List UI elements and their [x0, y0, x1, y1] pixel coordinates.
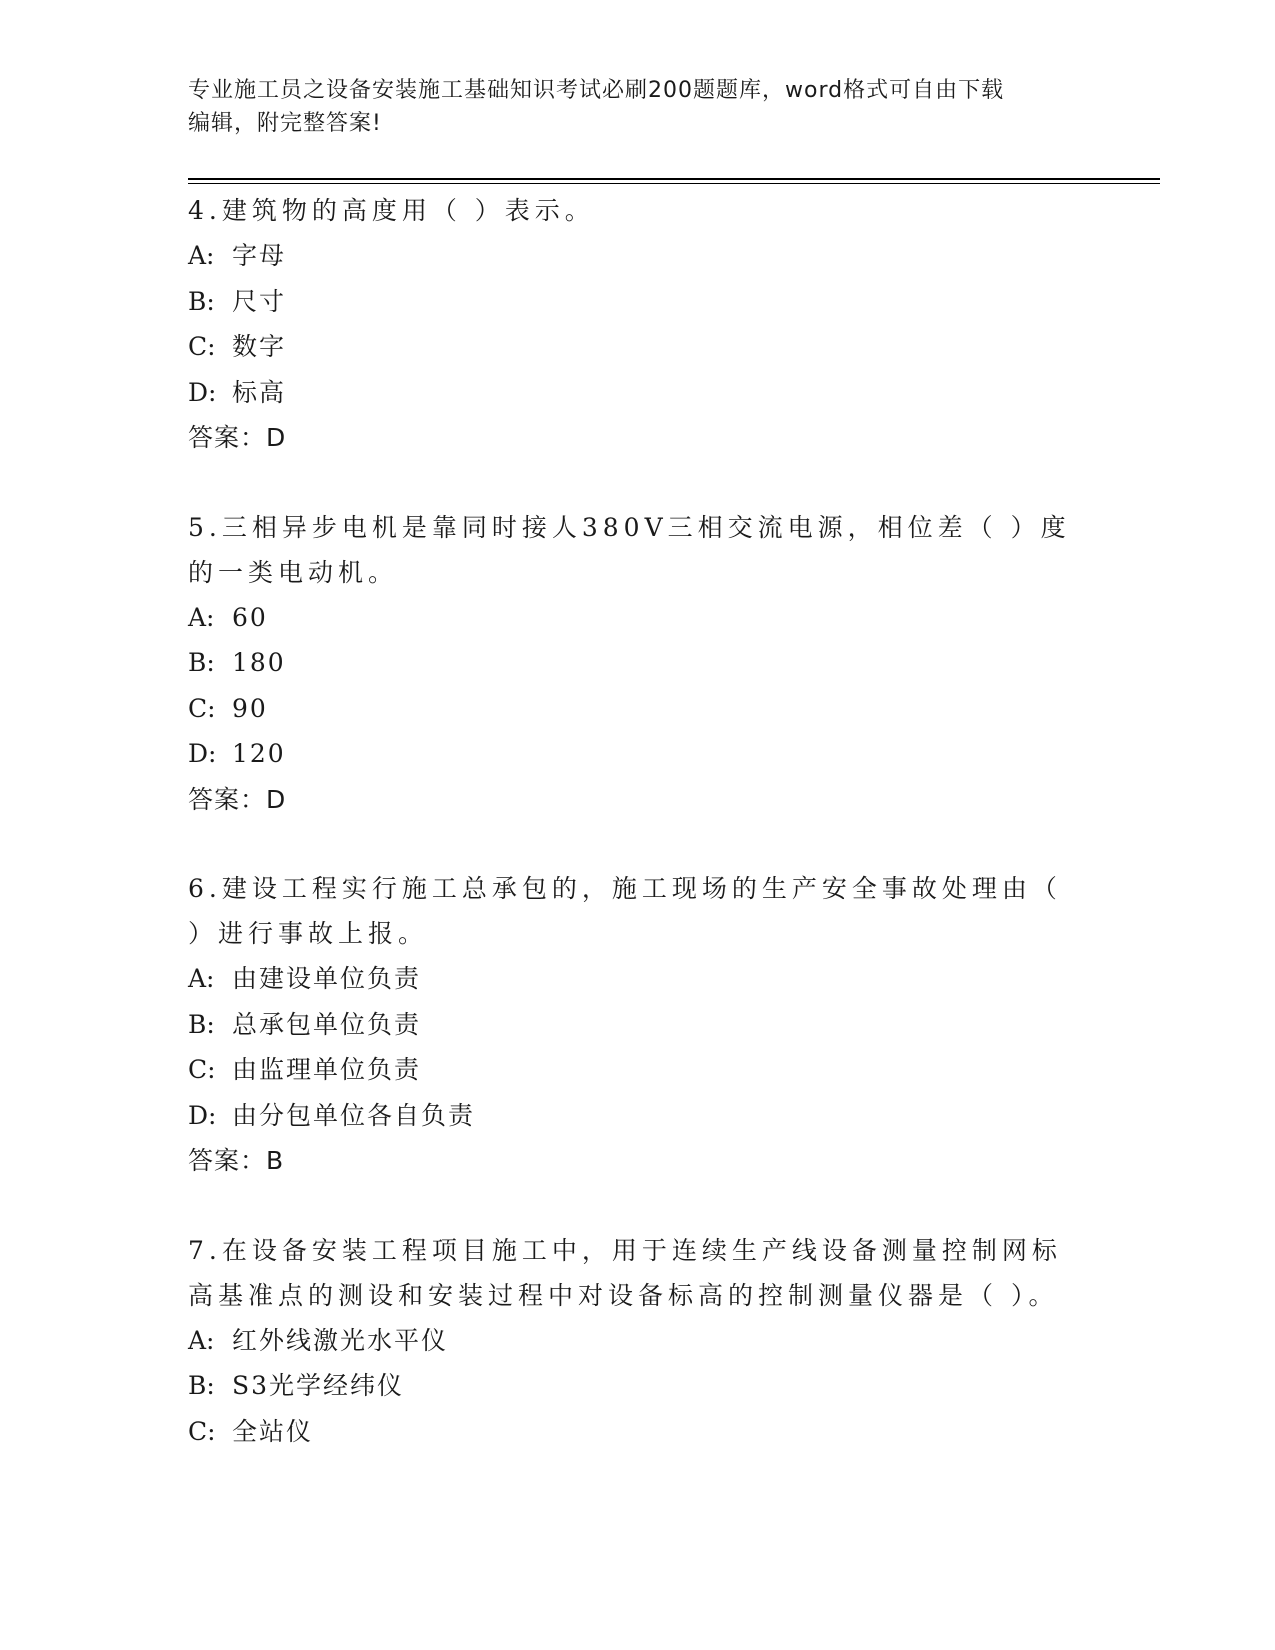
question-number: 6.	[188, 874, 222, 903]
question-4	[188, 188, 1078, 461]
option-label: D:	[188, 739, 217, 768]
option-text: 数字	[232, 332, 287, 361]
option-c	[188, 686, 1078, 732]
option-a	[188, 595, 1078, 641]
option-text: 90	[232, 693, 268, 723]
option-label: C:	[188, 332, 216, 361]
question-number: 5.	[188, 512, 222, 542]
option-text: 120	[232, 739, 286, 768]
option-label: B:	[188, 1371, 215, 1400]
header-divider-thick	[188, 178, 1160, 180]
option-d	[188, 1093, 1078, 1139]
document-header	[188, 74, 1068, 140]
option-label: C:	[188, 693, 216, 723]
option-c	[188, 1409, 1078, 1455]
answer-line: 答案：D	[188, 784, 287, 814]
header-title-line-1: 专业施工员之设备安装施工基础知识考试必刷200题题库，word格式可自由下载	[188, 78, 1005, 103]
header-title-line-2: 编辑，附完整答案!	[188, 111, 382, 136]
question-stem	[188, 866, 1078, 956]
option-label: D:	[188, 1100, 217, 1130]
question-6	[188, 866, 1078, 1184]
option-label: A:	[188, 241, 215, 270]
option-label: D:	[188, 377, 217, 407]
option-a	[188, 233, 1078, 279]
option-label: B:	[188, 286, 215, 316]
question-stem	[188, 505, 1078, 595]
option-label: B:	[188, 648, 215, 677]
option-label: A:	[188, 602, 215, 632]
question-7	[188, 1228, 1078, 1455]
option-label: A:	[188, 1325, 215, 1355]
option-a	[188, 956, 1078, 1002]
option-b	[188, 279, 1078, 325]
question-text: 三相异步电机是靠同时接人380V三相交流电源，相位差（ ）度的一类电动机。	[188, 512, 1071, 587]
option-text: 红外线激光水平仪	[232, 1325, 449, 1355]
option-d	[188, 370, 1078, 416]
option-label: C:	[188, 1416, 216, 1446]
question-text: 在设备安装工程项目施工中，用于连续生产线设备测量控制网标高基准点的测设和安装过程中对设备标高的控制测量仪器是（ ）。	[188, 1235, 1062, 1310]
option-text: S3光学经纬仪	[232, 1371, 405, 1400]
question-stem	[188, 188, 1078, 233]
question-text: 建设工程实行施工总承包的，施工现场的生产安全事故处理由（ ）进行事故上报。	[188, 874, 1062, 948]
question-list	[188, 188, 1078, 1498]
question-number: 7.	[188, 1235, 222, 1265]
option-text: 60	[232, 602, 268, 632]
option-text: 由监理单位负责	[232, 1055, 422, 1084]
option-c	[188, 1047, 1078, 1093]
question-text: 建筑物的高度用（ ）表示。	[221, 196, 595, 225]
header-divider-thin	[188, 183, 1160, 184]
answer-line: 答案：B	[188, 1146, 285, 1175]
question-stem	[188, 1228, 1078, 1318]
option-text: 总承包单位负责	[232, 1009, 422, 1039]
option-b	[188, 640, 1078, 686]
option-a	[188, 1318, 1078, 1364]
option-label: C:	[188, 1055, 216, 1084]
option-text: 全站仪	[232, 1416, 314, 1446]
option-text: 180	[232, 648, 286, 677]
question-5	[188, 505, 1078, 823]
option-text: 尺寸	[232, 286, 287, 316]
option-text: 标高	[232, 377, 287, 407]
option-b	[188, 1002, 1078, 1048]
option-label: B:	[188, 1009, 215, 1039]
answer-line: 答案：D	[188, 423, 287, 452]
option-c	[188, 324, 1078, 370]
option-b	[188, 1363, 1078, 1409]
option-d	[188, 731, 1078, 777]
option-text: 由建设单位负责	[232, 964, 422, 993]
option-text: 字母	[232, 241, 287, 270]
option-label: A:	[188, 964, 215, 993]
option-text: 由分包单位各自负责	[232, 1100, 476, 1130]
question-number: 4.	[188, 196, 222, 225]
